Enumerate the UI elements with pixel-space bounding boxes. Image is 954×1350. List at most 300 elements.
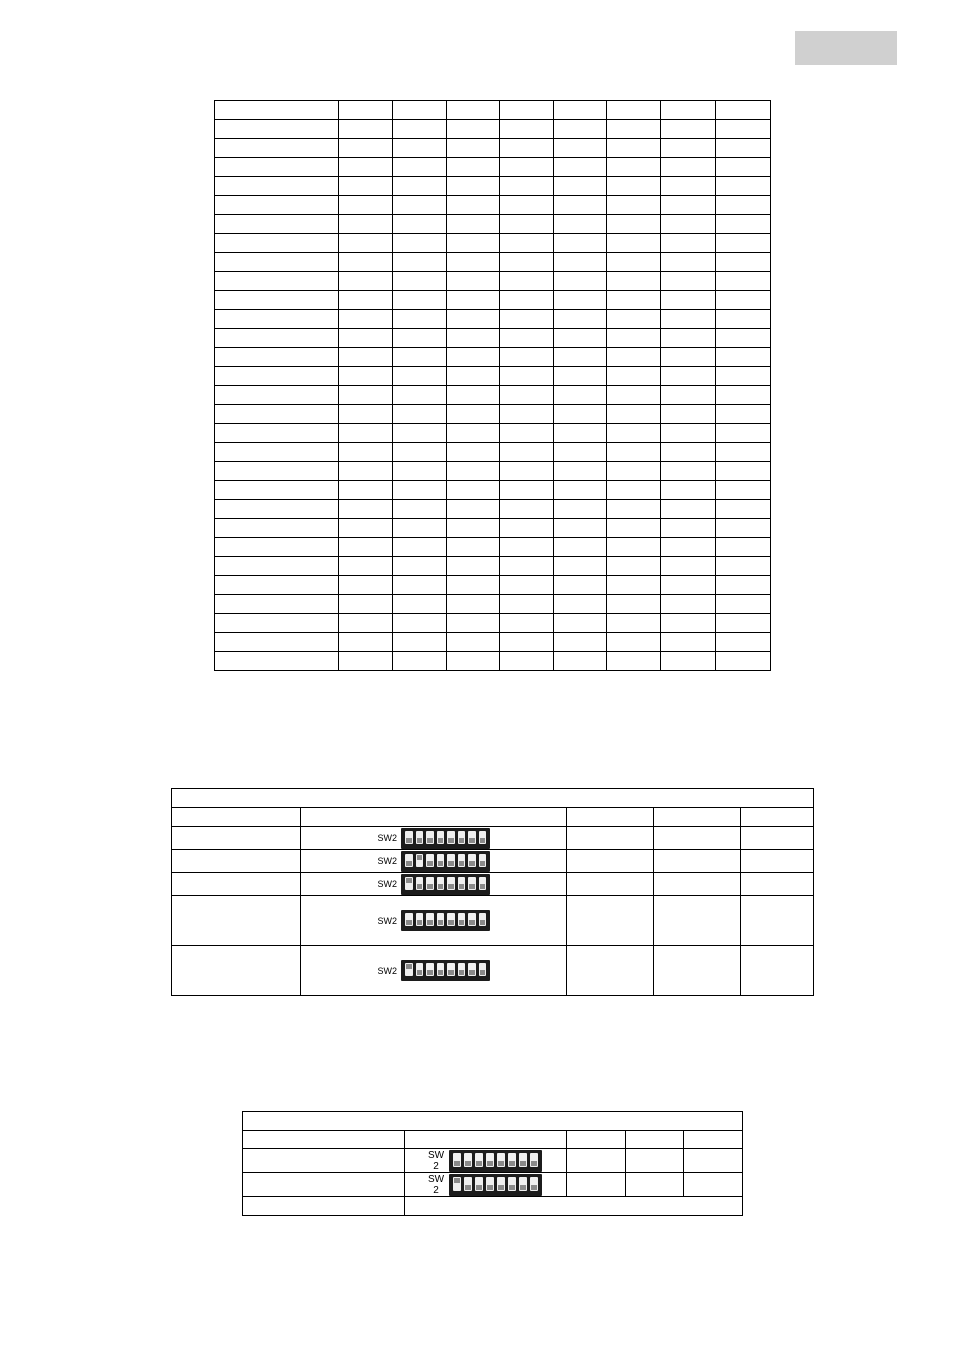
dip-switch-slot — [447, 831, 455, 844]
dip-switch-graphic — [401, 910, 490, 931]
dip-switch-slot — [458, 831, 466, 844]
table-cell — [215, 196, 339, 215]
table-row — [243, 1197, 743, 1216]
table-cell — [447, 424, 500, 443]
table-cell — [661, 595, 716, 614]
table-cell — [607, 538, 661, 557]
table-cell — [661, 329, 716, 348]
table-cell — [554, 158, 607, 177]
dip-switch-slot — [508, 1177, 516, 1191]
table-cell — [607, 196, 661, 215]
dip-switch-slot — [479, 913, 487, 926]
table-cell — [339, 386, 393, 405]
table-cell — [554, 443, 607, 462]
table-row — [243, 1131, 743, 1149]
table-cell — [447, 481, 500, 500]
table-cell — [447, 443, 500, 462]
dip-switch-slot — [405, 854, 413, 867]
table-cell — [716, 272, 771, 291]
table-cell — [339, 291, 393, 310]
table-cell — [500, 633, 554, 652]
table-cell — [716, 196, 771, 215]
table-cell — [393, 386, 447, 405]
table-cell — [554, 538, 607, 557]
table-cell — [447, 367, 500, 386]
table-cell — [716, 101, 771, 120]
table-cell — [716, 538, 771, 557]
table-cell — [393, 405, 447, 424]
table-cell — [447, 139, 500, 158]
dip-switch-slot — [475, 1177, 483, 1191]
table-cell — [554, 196, 607, 215]
table-cell — [554, 595, 607, 614]
table-cell — [500, 215, 554, 234]
table-cell — [447, 405, 500, 424]
dip-switch-slot — [468, 831, 476, 844]
table-row — [215, 481, 771, 500]
dip-switch-slot — [486, 1153, 494, 1167]
table-row — [215, 519, 771, 538]
table-cell — [339, 177, 393, 196]
switch-label: SW2 — [377, 915, 397, 926]
table-cell — [447, 215, 500, 234]
table-cell — [554, 652, 607, 671]
dip-switch-graphic — [449, 1150, 542, 1172]
table-row — [215, 348, 771, 367]
table-cell — [339, 576, 393, 595]
table-cell — [716, 424, 771, 443]
table-cell — [339, 310, 393, 329]
table-cell — [339, 424, 393, 443]
table-cell — [554, 462, 607, 481]
dip-switch-slot — [437, 854, 445, 867]
table-cell — [500, 329, 554, 348]
dip-switch-slot — [437, 877, 445, 890]
table-cell — [716, 348, 771, 367]
dip-switch-slot — [479, 831, 487, 844]
table-cell — [215, 120, 339, 139]
table-cell — [500, 386, 554, 405]
table-cell — [500, 120, 554, 139]
dip-switch-slot — [486, 1177, 494, 1191]
table-cell — [500, 348, 554, 367]
table-cell — [716, 253, 771, 272]
table-cell — [393, 253, 447, 272]
table-cell — [661, 196, 716, 215]
top-table — [214, 100, 771, 671]
table-cell — [500, 652, 554, 671]
table-row — [215, 272, 771, 291]
table-cell — [661, 405, 716, 424]
table-cell — [500, 557, 554, 576]
table-cell — [661, 500, 716, 519]
table-cell — [554, 367, 607, 386]
dip-switch-slot — [508, 1153, 516, 1167]
table-cell — [393, 500, 447, 519]
table-cell — [215, 291, 339, 310]
table-row — [215, 120, 771, 139]
table-cell — [607, 519, 661, 538]
table-cell — [393, 652, 447, 671]
table-cell — [716, 158, 771, 177]
table-cell — [339, 158, 393, 177]
table-cell — [554, 272, 607, 291]
table-cell — [393, 101, 447, 120]
switch-label: SW 2 — [427, 1149, 445, 1172]
table-cell — [554, 253, 607, 272]
table-row — [215, 633, 771, 652]
dip-switch-slot — [426, 963, 434, 976]
table-row — [215, 367, 771, 386]
table-cell — [393, 348, 447, 367]
table-cell — [554, 500, 607, 519]
table-cell — [607, 120, 661, 139]
table-row — [215, 424, 771, 443]
table-row — [215, 101, 771, 120]
table-cell — [607, 443, 661, 462]
table-cell — [661, 139, 716, 158]
table-cell — [661, 443, 716, 462]
table-cell — [393, 481, 447, 500]
table-cell — [339, 120, 393, 139]
dip-switch-slot — [468, 963, 476, 976]
dip-switch-slot — [530, 1177, 538, 1191]
table-cell — [716, 310, 771, 329]
table-cell — [500, 595, 554, 614]
table-cell — [500, 272, 554, 291]
table-row — [215, 576, 771, 595]
table-cell — [554, 120, 607, 139]
table-cell — [607, 329, 661, 348]
table-cell — [393, 519, 447, 538]
table-cell — [716, 443, 771, 462]
table-cell — [607, 500, 661, 519]
table-cell — [716, 291, 771, 310]
dip-switch-slot — [405, 963, 413, 976]
dip-switch-slot — [464, 1177, 472, 1191]
table-cell — [554, 177, 607, 196]
dip-switch-slot — [519, 1153, 527, 1167]
table-cell — [661, 538, 716, 557]
table-cell — [447, 196, 500, 215]
table-cell — [339, 633, 393, 652]
table-cell — [607, 633, 661, 652]
dip-switch-slot — [416, 963, 424, 976]
table-cell — [215, 500, 339, 519]
dip-switch — [377, 910, 490, 931]
table-cell — [607, 652, 661, 671]
dip-switch-slot — [447, 854, 455, 867]
table-cell — [339, 348, 393, 367]
dip-switch-slot — [458, 963, 466, 976]
table-row — [215, 500, 771, 519]
dip-switch-slot — [426, 854, 434, 867]
table-cell — [393, 310, 447, 329]
table-cell — [716, 614, 771, 633]
table-cell — [500, 538, 554, 557]
table-cell — [339, 405, 393, 424]
table-cell — [716, 500, 771, 519]
table-cell — [607, 177, 661, 196]
table-cell — [447, 519, 500, 538]
table-row — [215, 234, 771, 253]
table-cell — [500, 158, 554, 177]
table-row — [243, 1173, 743, 1197]
table-cell — [661, 367, 716, 386]
table-cell — [339, 519, 393, 538]
table-cell — [215, 177, 339, 196]
table-row — [215, 253, 771, 272]
table-cell — [500, 405, 554, 424]
dip-switch-slot — [468, 877, 476, 890]
table-cell — [607, 462, 661, 481]
table-cell — [393, 595, 447, 614]
table-cell — [716, 329, 771, 348]
table-cell — [554, 310, 607, 329]
dip-switch-slot — [497, 1177, 505, 1191]
dip-switch-slot — [437, 963, 445, 976]
table-cell — [500, 519, 554, 538]
table-row — [215, 386, 771, 405]
table-cell — [393, 234, 447, 253]
table-cell — [447, 386, 500, 405]
table-cell — [500, 443, 554, 462]
table-cell — [339, 500, 393, 519]
table-cell — [393, 272, 447, 291]
table-cell — [339, 614, 393, 633]
table-cell — [500, 500, 554, 519]
table-cell — [215, 443, 339, 462]
table-cell — [716, 633, 771, 652]
table-cell — [716, 177, 771, 196]
table-cell — [607, 367, 661, 386]
dip-switch — [377, 828, 490, 849]
dip-switch-slot — [437, 831, 445, 844]
table-cell — [500, 196, 554, 215]
table-cell — [607, 253, 661, 272]
table-row — [215, 196, 771, 215]
switch-label: SW2 — [377, 879, 397, 889]
table-cell — [500, 291, 554, 310]
table-cell — [500, 367, 554, 386]
table-cell — [554, 633, 607, 652]
table-cell — [607, 234, 661, 253]
table-row — [215, 158, 771, 177]
table-cell — [339, 595, 393, 614]
table-header-cell — [243, 1112, 743, 1131]
table-cell — [607, 291, 661, 310]
table-cell — [607, 348, 661, 367]
table-cell — [716, 215, 771, 234]
table-cell — [607, 215, 661, 234]
table-cell — [215, 367, 339, 386]
dip-switch-slot — [479, 877, 487, 890]
table-cell — [661, 310, 716, 329]
table-cell — [215, 405, 339, 424]
table-cell — [661, 291, 716, 310]
table-cell — [500, 101, 554, 120]
table-cell — [215, 595, 339, 614]
table-cell — [661, 481, 716, 500]
table-cell — [716, 557, 771, 576]
table-row — [215, 614, 771, 633]
dip-switch — [427, 1150, 542, 1172]
table-cell — [607, 158, 661, 177]
table-cell — [393, 120, 447, 139]
dip-switch-slot — [426, 913, 434, 926]
table-cell — [554, 557, 607, 576]
table-cell — [447, 310, 500, 329]
table-cell — [339, 462, 393, 481]
dip-switch-slot — [458, 913, 466, 926]
table-cell — [554, 424, 607, 443]
table-cell — [447, 576, 500, 595]
table-cell — [447, 291, 500, 310]
table-cell — [447, 614, 500, 633]
dip-switch-slot — [468, 913, 476, 926]
table-cell — [661, 424, 716, 443]
table-cell — [554, 139, 607, 158]
table-cell — [500, 177, 554, 196]
table-cell — [661, 519, 716, 538]
table-cell — [393, 557, 447, 576]
table-cell — [393, 291, 447, 310]
table-cell — [339, 234, 393, 253]
table-cell — [500, 481, 554, 500]
table-cell — [607, 386, 661, 405]
table-cell — [661, 272, 716, 291]
table-cell — [661, 462, 716, 481]
dip-switch — [377, 960, 490, 981]
switch-label: SW2 — [377, 833, 397, 843]
dip-switch-slot — [464, 1153, 472, 1167]
table-cell — [393, 139, 447, 158]
dip-switch — [377, 851, 490, 872]
table-cell — [716, 481, 771, 500]
table-cell — [339, 443, 393, 462]
table-cell — [500, 139, 554, 158]
table-cell — [716, 462, 771, 481]
dip-switch-slot — [479, 963, 487, 976]
table-cell — [554, 329, 607, 348]
table-cell — [661, 557, 716, 576]
table-cell — [716, 386, 771, 405]
dip-switch-slot — [416, 831, 424, 844]
table-cell — [554, 348, 607, 367]
table-cell — [554, 291, 607, 310]
table-cell — [339, 367, 393, 386]
table-cell — [393, 538, 447, 557]
table-cell — [215, 519, 339, 538]
dip-switch-slot — [405, 913, 413, 926]
table-cell — [339, 196, 393, 215]
dip-switch-slot — [416, 854, 424, 867]
table-row — [215, 462, 771, 481]
table-cell — [447, 652, 500, 671]
dip-switch-slot — [447, 963, 455, 976]
table-cell — [447, 234, 500, 253]
dip-switch-slot — [405, 877, 413, 890]
table-cell — [500, 424, 554, 443]
dip-switch-graphic — [449, 1174, 542, 1196]
table-cell — [716, 576, 771, 595]
table-cell — [447, 120, 500, 139]
dip-switch-slot — [405, 831, 413, 844]
table-row — [215, 443, 771, 462]
table-cell — [607, 405, 661, 424]
table-cell — [500, 310, 554, 329]
table-cell — [339, 272, 393, 291]
table-cell — [447, 633, 500, 652]
table-cell — [393, 633, 447, 652]
table-row — [215, 177, 771, 196]
dip-switch-slot — [453, 1153, 461, 1167]
dip-switch-slot — [468, 854, 476, 867]
table-cell — [215, 253, 339, 272]
switch-label: SW 2 — [427, 1173, 445, 1196]
table-row — [215, 215, 771, 234]
switch-label: SW2 — [377, 965, 397, 976]
table-cell — [661, 386, 716, 405]
table-cell — [447, 272, 500, 291]
table-cell — [215, 633, 339, 652]
table-cell — [339, 481, 393, 500]
table-row — [215, 291, 771, 310]
table-cell — [339, 557, 393, 576]
table-cell — [215, 557, 339, 576]
table-cell — [661, 215, 716, 234]
table-row — [215, 557, 771, 576]
table-cell — [607, 595, 661, 614]
table-cell — [607, 614, 661, 633]
dip-switch-graphic — [401, 874, 490, 895]
dip-switch — [427, 1174, 542, 1196]
table-cell — [500, 234, 554, 253]
table-cell — [716, 405, 771, 424]
table-cell — [215, 462, 339, 481]
table-cell — [661, 633, 716, 652]
table-cell — [447, 158, 500, 177]
table-cell — [339, 652, 393, 671]
table-cell — [447, 253, 500, 272]
table-cell — [716, 595, 771, 614]
table-row — [215, 595, 771, 614]
dip-switch-slot — [426, 877, 434, 890]
table-cell — [339, 253, 393, 272]
table-cell — [554, 215, 607, 234]
table-row — [172, 946, 814, 996]
table-cell — [607, 424, 661, 443]
table-cell — [554, 519, 607, 538]
table-cell — [716, 367, 771, 386]
table-cell — [339, 538, 393, 557]
dip-switch-slot — [416, 877, 424, 890]
table-cell — [447, 557, 500, 576]
table-cell — [554, 101, 607, 120]
table-cell — [393, 443, 447, 462]
table-cell — [447, 101, 500, 120]
table-cell — [393, 177, 447, 196]
table-cell — [447, 329, 500, 348]
table-cell — [607, 139, 661, 158]
dip-switch-table-1 — [171, 788, 814, 996]
table-cell — [661, 158, 716, 177]
dip-switch-graphic — [401, 960, 490, 981]
table-cell — [607, 576, 661, 595]
table-cell — [393, 329, 447, 348]
table-row — [215, 538, 771, 557]
table-cell — [215, 101, 339, 120]
